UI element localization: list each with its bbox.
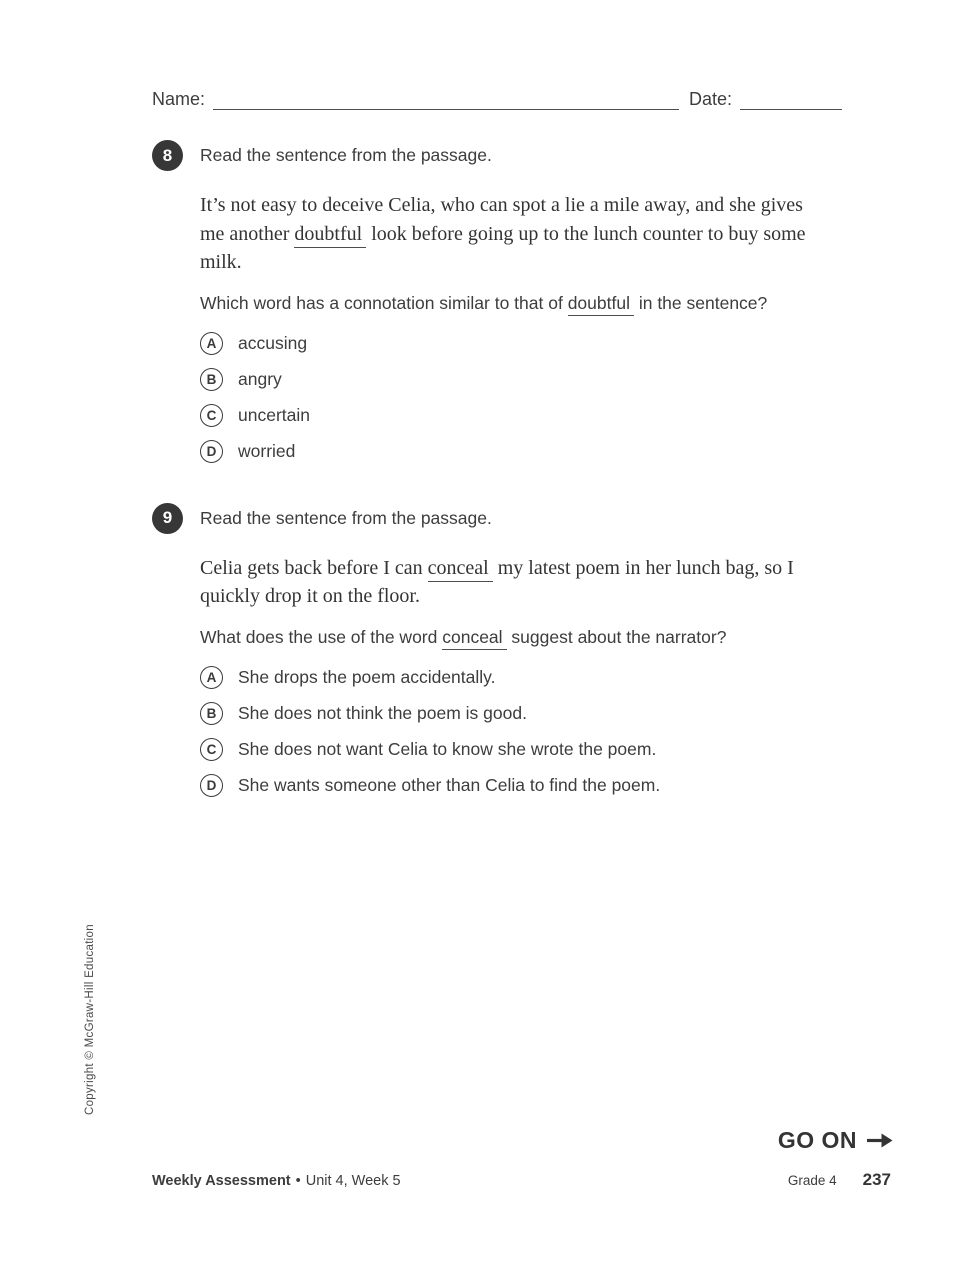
choice-row-d	[200, 440, 842, 463]
passage-text	[200, 554, 818, 611]
passage-text	[200, 191, 818, 277]
choice-row-a	[200, 332, 842, 355]
passage-segment: Celia gets back before I can	[200, 556, 428, 579]
copyright-notice: Copyright © McGraw-Hill Education	[84, 924, 96, 1115]
date-line	[740, 88, 842, 110]
passage-segment: It’s not easy to deceive Celia, who can spot a lie a mile away, and she gives me another	[200, 194, 803, 245]
stem-segment: Which word has a connotation similar to that of	[200, 292, 568, 313]
question-number-badge: 9	[152, 503, 183, 534]
go-on-indicator	[778, 1127, 893, 1154]
go-on-label: GO ON	[777, 1127, 857, 1153]
footer-page-number: 237	[862, 1170, 891, 1189]
footer-separator: •	[295, 1173, 301, 1189]
choice-row-c	[200, 404, 842, 427]
question-stem	[200, 291, 788, 316]
footer-unit-info: Unit 4, Week 5	[305, 1173, 401, 1189]
question-9-header	[152, 503, 842, 534]
name-date-row	[152, 88, 842, 110]
choice-letter-circle: D	[200, 440, 223, 463]
underlined-word: conceal	[428, 557, 493, 582]
page-footer	[152, 1170, 891, 1190]
choice-label: She drops the poem accidentally.	[238, 666, 496, 687]
choice-label: angry	[238, 368, 282, 389]
underlined-word: doubtful	[568, 293, 634, 316]
underlined-word: conceal	[442, 627, 506, 650]
name-label: Name:	[152, 89, 206, 109]
arrow-right-icon	[866, 1132, 893, 1149]
question-8	[152, 140, 842, 463]
question-prompt: Read the sentence from the passage.	[200, 145, 492, 165]
question-stem	[200, 625, 788, 650]
choice-row-b	[200, 702, 842, 725]
choice-letter-circle: C	[200, 738, 223, 761]
choice-row-a	[200, 666, 842, 689]
passage-segment: look before going up to the lunch counter to buy some milk.	[200, 222, 806, 273]
footer-book-info	[152, 1173, 401, 1189]
date-label: Date:	[688, 89, 732, 109]
footer-page-info	[788, 1170, 891, 1190]
stem-segment: What does the use of the word	[200, 626, 443, 647]
question-9	[152, 503, 842, 797]
choice-label: She wants someone other than Celia to find the poem.	[238, 774, 661, 795]
choice-letter-circle: D	[200, 774, 223, 797]
choice-label: worried	[238, 440, 296, 461]
footer-book-title: Weekly Assessment	[152, 1173, 291, 1189]
name-line	[213, 88, 679, 110]
question-number-badge: 8	[152, 140, 183, 171]
choice-letter-circle: B	[200, 702, 223, 725]
choice-letter-circle: A	[200, 666, 223, 689]
choice-label: She does not think the poem is good.	[238, 702, 527, 723]
footer-grade: Grade 4	[787, 1173, 837, 1188]
answer-choices	[200, 332, 842, 463]
passage-segment: my latest poem in her lunch bag, so I quickly drop it on the floor.	[200, 556, 794, 607]
choice-label: uncertain	[238, 404, 310, 425]
choice-row-d	[200, 774, 842, 797]
choice-row-b	[200, 368, 842, 391]
choice-label: She does not want Celia to know she wrote the poem.	[238, 738, 657, 759]
choice-letter-circle: A	[200, 332, 223, 355]
question-8-header	[152, 140, 842, 171]
question-prompt: Read the sentence from the passage.	[200, 507, 492, 528]
stem-segment: in the sentence?	[633, 292, 768, 313]
choice-letter-circle: C	[200, 404, 223, 427]
choice-label: accusing	[238, 332, 308, 353]
choice-letter-circle: B	[200, 368, 223, 391]
underlined-word: doubtful	[294, 223, 366, 248]
choice-row-c	[200, 738, 842, 761]
answer-choices	[200, 666, 842, 797]
stem-segment: suggest about the narrator?	[506, 626, 727, 647]
